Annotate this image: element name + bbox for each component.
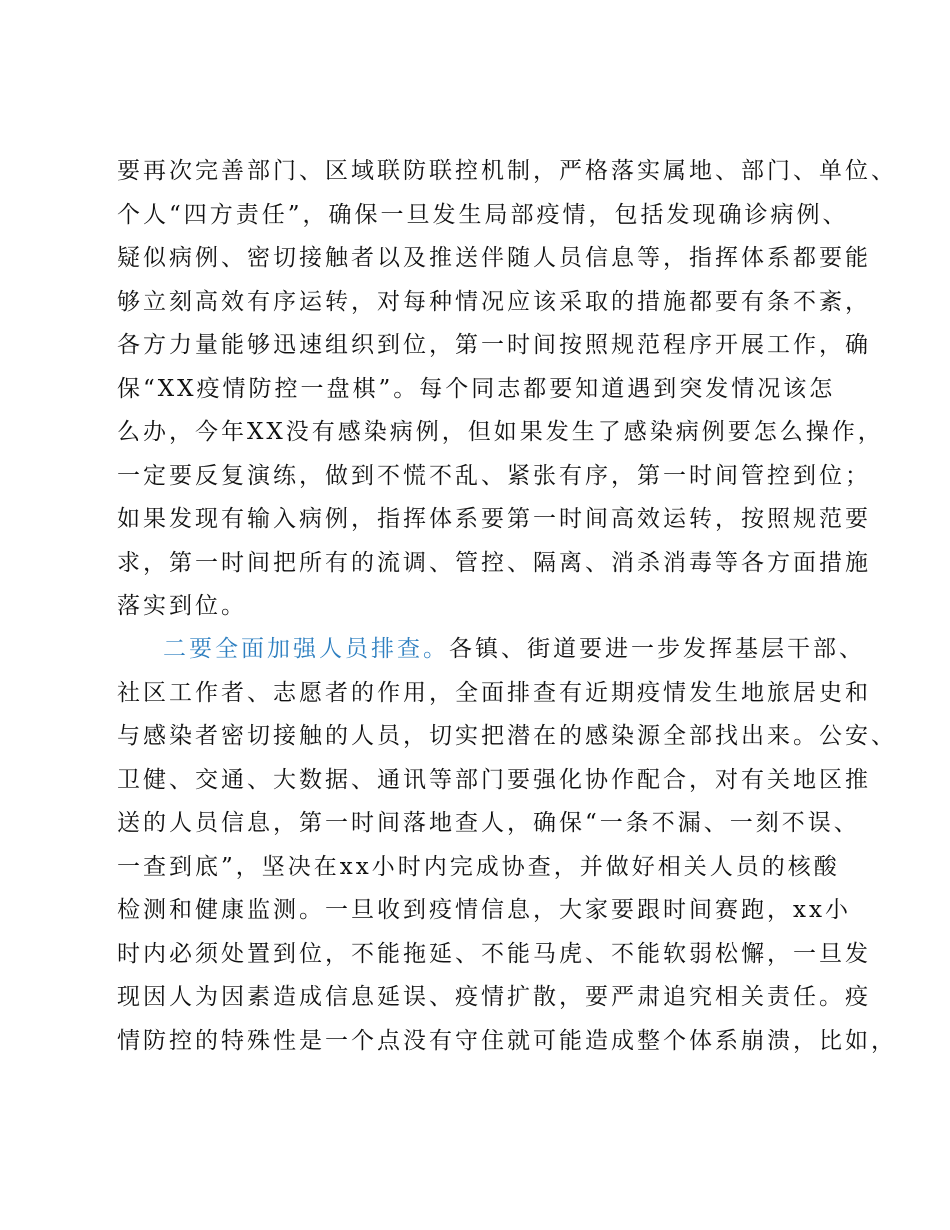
section-heading: 二要全面加强人员排查。: [163, 636, 449, 662]
paragraph-1-line-1: 要再次完善部门、区域联防联控机制，严格落实属地、部门、单位、: [117, 158, 897, 184]
paragraph-1-line-3: 疑似病例、密切接触者以及推送伴随人员信息等，指挥体系都要能: [117, 245, 871, 271]
paragraph-2-first-line-text: 各镇、街道要进一步发挥基层干部、: [449, 636, 865, 662]
paragraph-2-line-2: 社区工作者、志愿者的作用，全面排查有近期疫情发生地旅居史和: [117, 680, 871, 706]
paragraph-1-line-4: 够立刻高效有序运转，对每种情况应该采取的措施都要有条不紊，: [117, 289, 871, 315]
paragraph-2-line-4: 卫健、交通、大数据、通讯等部门要强化协作配合，对有关地区推: [117, 767, 871, 793]
paragraph-1-line-5: 各方力量能够迅速组织到位，第一时间按照规范程序开展工作，确: [117, 332, 871, 358]
paragraph-1-line-2: 个人“四方责任”，确保一旦发生局部疫情，包括发现确诊病例、: [117, 202, 849, 228]
paragraph-2-line-7: 检测和健康监测。一旦收到疫情信息，大家要跟时间赛跑，xx小: [117, 897, 851, 923]
paragraph-1-line-10: 求，第一时间把所有的流调、管控、隔离、消杀消毒等各方面措施: [117, 550, 871, 576]
paragraph-1-line-8: 一定要反复演练，做到不慌不乱、紧张有序，第一时间管控到位；: [117, 463, 871, 489]
paragraph-2-line-8: 时内必须处置到位，不能拖延、不能马虎、不能软弱松懈，一旦发: [117, 941, 871, 967]
paragraph-2-line-10: 情防控的特殊性是一个点没有守住就可能造成整个体系崩溃，比如，: [117, 1028, 897, 1054]
paragraph-2-line-1: [163, 634, 865, 664]
paragraph-2-line-6: 一查到底”，坚决在xx小时内完成协查，并做好相关人员的核酸: [117, 854, 840, 880]
paragraph-1-line-9: 如果发现有输入病例，指挥体系要第一时间高效运转，按照规范要: [117, 506, 871, 532]
paragraph-1-line-11: 落实到位。: [117, 593, 247, 619]
paragraph-2-line-5: 送的人员信息，第一时间落地查人，确保“一条不漏、一刻不误、: [117, 810, 860, 836]
paragraph-1-line-6: 保“XX疫情防控一盘棋”。每个同志都要知道遇到突发情况该怎: [117, 376, 836, 402]
paragraph-1-line-7: 么办，今年XX没有感染病例，但如果发生了感染病例要怎么操作，: [117, 419, 884, 445]
paragraph-2-line-9: 现因人为因素造成信息延误、疫情扩散，要严肃追究相关责任。疫: [117, 984, 871, 1010]
paragraph-2-line-3: 与感染者密切接触的人员，切实把潜在的感染源全部找出来。公安、: [117, 723, 897, 749]
